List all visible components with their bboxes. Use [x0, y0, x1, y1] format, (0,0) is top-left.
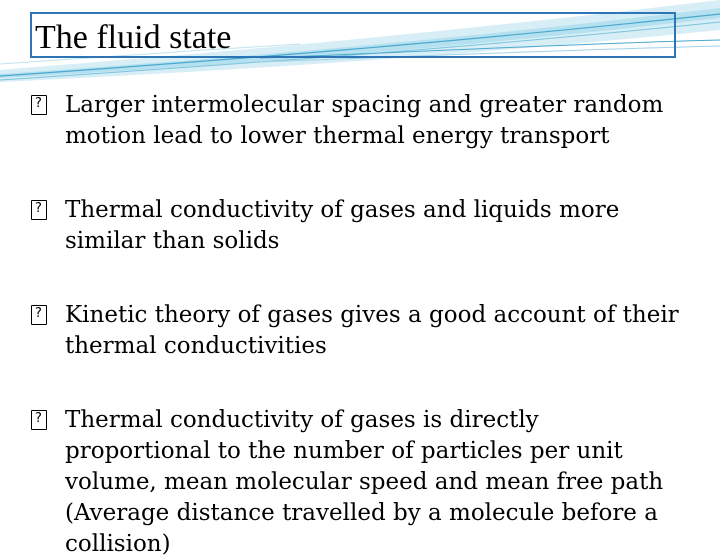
bullet-item — [28, 90, 688, 152]
bullet-text: Kinetic theory of gases gives a good account of their thermal conductivities — [65, 302, 679, 359]
bullet-text: Thermal conductivity of gases and liquids more similar than solids — [65, 197, 620, 254]
bullet-text: Thermal conductivity of gases is directly proportional to the number of particles per unit volume, mean molecular speed and mean free path (Average distance travelled by a molecule before a collision) — [65, 407, 664, 557]
bullet-item — [28, 195, 688, 257]
title-box — [30, 12, 676, 58]
slide-title: The fluid state — [35, 19, 232, 56]
missing-glyph-box-icon — [31, 95, 47, 115]
bullet-item — [28, 300, 688, 362]
bullet-item — [28, 405, 688, 560]
bullet-text: Larger intermolecular spacing and greater random motion lead to lower thermal energy transport — [65, 92, 664, 149]
missing-glyph-box-icon — [31, 410, 47, 430]
missing-glyph-box-icon — [31, 200, 47, 220]
bullet-list — [28, 90, 688, 560]
missing-glyph-box-icon — [31, 305, 47, 325]
